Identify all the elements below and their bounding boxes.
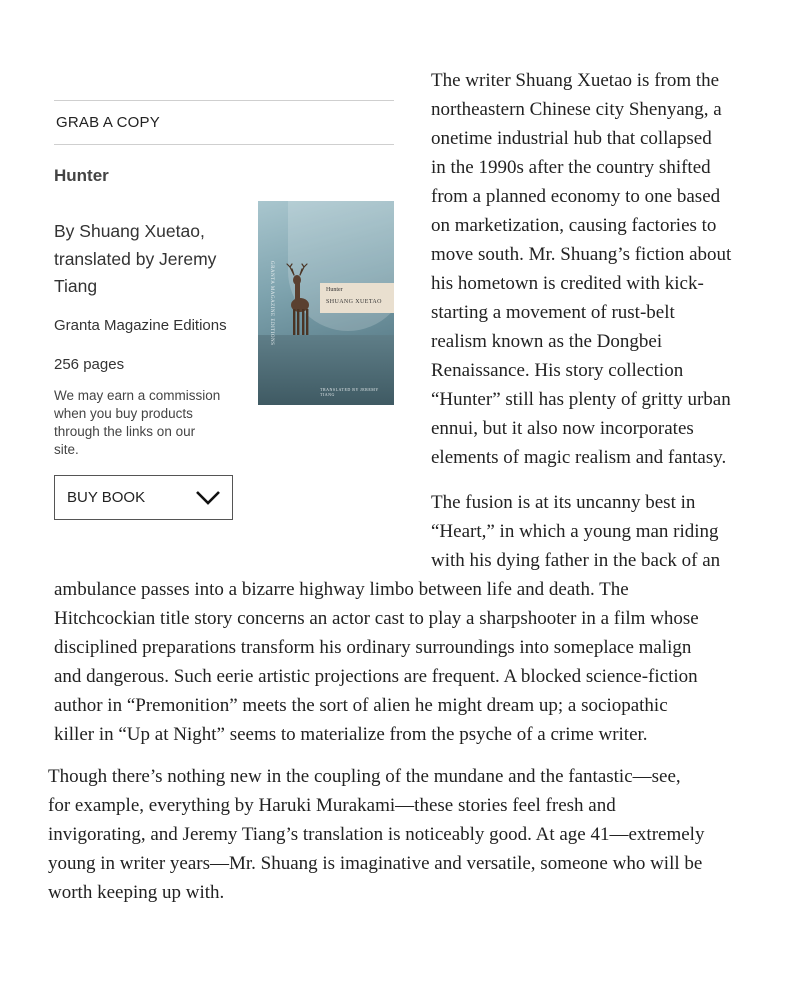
article-paragraph-3 [48, 762, 778, 907]
text-line: “Hunter” still has plenty of gritty urban [431, 389, 731, 410]
text-line: his hometown is credited with kick- [431, 273, 704, 294]
article-paragraph-2-continued [54, 575, 774, 749]
text-line: Though there’s nothing new in the coupling of the mundane and the fantastic—see, [48, 766, 681, 787]
text-line: Hitchcockian title story concerns an actor cast to play a sharpshooter in a film whose [54, 608, 699, 629]
cover-title-label [320, 283, 394, 313]
disclaimer-line: when you buy products [54, 406, 193, 421]
text-line: northeastern Chinese city Shenyang, a [431, 99, 722, 120]
text-line: with his dying father in the back of an [431, 550, 721, 571]
text-line: onetime industrial hub that collapsed [431, 128, 712, 149]
grab-a-copy-module [54, 100, 394, 506]
byline-line: By Shuang Xuetao, [54, 221, 205, 241]
buy-book-label: BUY BOOK [67, 489, 146, 506]
text-line: author in “Premonition” meets the sort of alien he might dream up; a sociopathic [54, 695, 668, 716]
text-line: from a planned economy to one based [431, 186, 721, 207]
cover-title: Hunter [326, 287, 343, 293]
text-line: starting a movement of rust-belt [431, 302, 675, 323]
byline-line: Tiang [54, 276, 98, 296]
affiliate-disclaimer [54, 387, 244, 459]
buy-book-button[interactable] [54, 475, 233, 520]
chevron-down-icon [195, 490, 221, 506]
heading-divider [54, 144, 394, 145]
text-line: young in writer years—Mr. Shuang is imaginative and versatile, someone who will be [48, 853, 703, 874]
cover-translator: TRANSLATED BY JEREMY TIANG [320, 387, 379, 397]
text-line: “Heart,” in which a young man riding [431, 521, 719, 542]
grab-a-copy-heading: GRAB A COPY [56, 114, 160, 131]
book-title: Hunter [54, 166, 109, 185]
text-line: for example, everything by Haruki Murakami—these stories feel fresh and [48, 795, 616, 816]
text-line: realism known as the Dongbei [431, 331, 663, 352]
article-paragraph-2 [431, 488, 771, 575]
text-line: worth keeping up with. [48, 882, 225, 903]
text-line: Renaissance. His story collection [431, 360, 684, 381]
text-line: disciplined preparations transform his ordinary surroundings into someplace malign [54, 637, 692, 658]
text-line: ambulance passes into a bizarre highway limbo between life and death. The [54, 579, 629, 600]
text-line: invigorating, and Jeremy Tiang’s translation is noticeably good. At age 41—extremely [48, 824, 705, 845]
byline-line: translated by Jeremy [54, 248, 217, 269]
text-line: elements of magic realism and fantasy. [431, 447, 727, 468]
text-line: The writer Shuang Xuetao is from the [431, 70, 720, 91]
text-line: ennui, but it also now incorporates [431, 418, 694, 439]
disclaimer-line: We may earn a commission [54, 388, 221, 403]
deer-icon [280, 263, 320, 343]
text-line: on marketization, causing factories to [431, 215, 717, 236]
book-cover-image[interactable] [258, 201, 394, 405]
text-line: killer in “Up at Night” seems to materialize from the psyche of a crime writer. [54, 724, 648, 745]
book-byline [54, 218, 244, 301]
disclaimer-line: site. [54, 442, 79, 457]
book-publisher: Granta Magazine Editions [54, 317, 227, 334]
text-line: in the 1990s after the country shifted [431, 157, 711, 178]
text-line: The fusion is at its uncanny best in [431, 492, 696, 513]
disclaimer-line: through the links on our [54, 424, 196, 439]
cover-author: SHUANG XUETAO [326, 299, 382, 305]
text-line: and dangerous. Such eerie artistic projections are frequent. A blocked science-fiction [54, 666, 698, 687]
cover-spine-text: GRANTA MAGAZINE EDITIONS [269, 261, 274, 346]
book-page-count: 256 pages [54, 356, 125, 373]
text-line: move south. Mr. Shuang’s fiction about [431, 244, 732, 265]
article-paragraph-1 [431, 66, 771, 472]
